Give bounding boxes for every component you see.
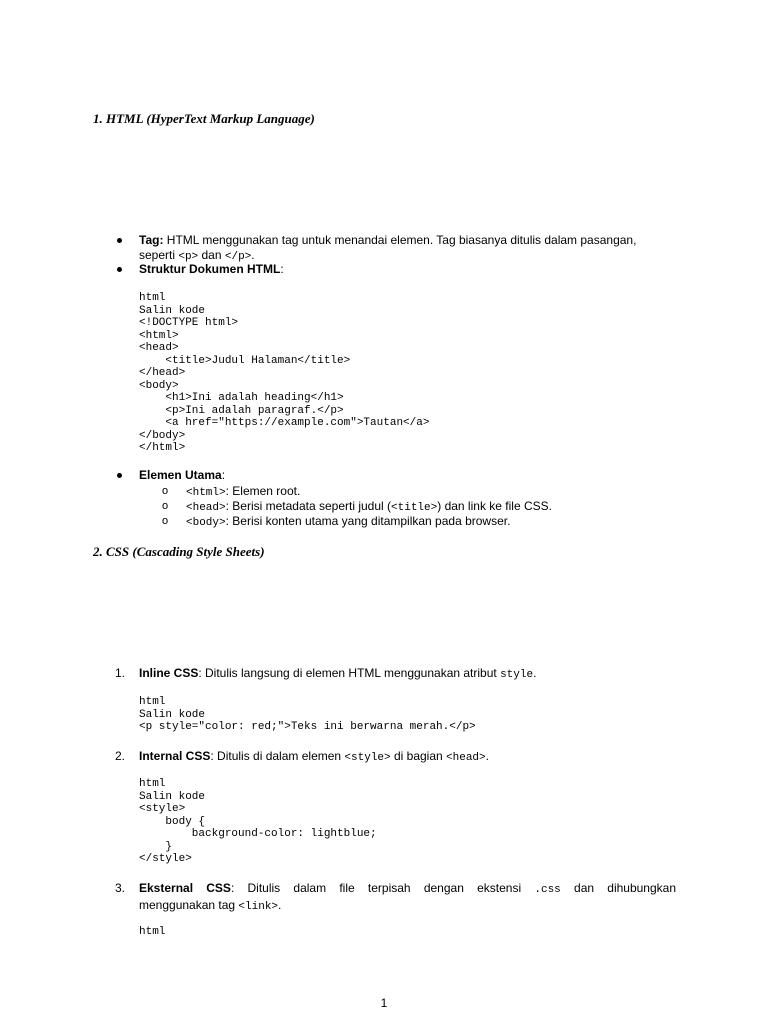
list-item-struktur: Struktur Dokumen HTML: (139, 262, 676, 277)
tag-line-2: seperti <p> dan </p>. (139, 248, 255, 263)
list-number: 2. (115, 749, 126, 763)
section-heading-css: 2. CSS (Cascading Style Sheets) (93, 544, 265, 559)
bullet-icon (117, 473, 122, 478)
code-block-inline-css: html Salin kode <p style="color: red;">Teks ini berwarna merah.</p> (139, 696, 476, 733)
list-number: 1. (115, 666, 126, 680)
sublist-item-head: o <head>: Berisi metadata seperti judul (<title>) dan link ke file CSS. (162, 499, 552, 514)
eksternal-line-1: Eksternal CSS: Ditulis dalam file terpisah dengan ekstensi .css dan dihubungkan (139, 881, 677, 896)
list-item-inline-css: 1. Inline CSS: Ditulis langsung di elemen HTML menggunakan atribut style. (115, 666, 537, 681)
code-block-html-structure: html Salin kode <!DOCTYPE html> <html> <head> <title>Judul Halaman</title> </head> <body> <h1>Ini adalah heading</h1> <p>Ini adalah paragraf.</p> <a href="https://example.com">Tautan</a> </body> </html> (139, 292, 430, 454)
circle-bullet-icon: o (162, 500, 169, 512)
list-item-eksternal-css (115, 881, 677, 915)
sublist-item-body: o <body>: Berisi konten utama yang ditampilkan pada browser. (162, 514, 511, 529)
sublist-item-html: o <html>: Elemen root. (162, 484, 301, 499)
circle-bullet-icon: o (162, 485, 169, 497)
elemen-sublist (162, 484, 676, 529)
bullet-icon (117, 267, 122, 272)
page-number: 1 (380, 996, 388, 1010)
circle-bullet-icon: o (162, 515, 169, 527)
list-item-internal-css: 2. Internal CSS: Ditulis di dalam elemen <style> di bagian <head>. (115, 749, 489, 764)
code-block-internal-css: html Salin kode <style> body { background-color: lightblue; } </style> (139, 778, 377, 865)
code-block-eksternal-css: html (139, 926, 166, 938)
eksternal-line-2: menggunakan tag <link>. (139, 898, 282, 913)
list-item-elemen-utama: Elemen Utama: (139, 468, 676, 483)
list-number: 3. (115, 881, 126, 895)
list-item-tag (139, 233, 676, 265)
section-heading-html: 1. HTML (HyperText Markup Language) (93, 111, 315, 126)
bullet-icon (117, 238, 122, 243)
tag-line-1: Tag: HTML menggunakan tag untuk menandai elemen. Tag biasanya ditulis dalam pasangan, (139, 233, 637, 247)
